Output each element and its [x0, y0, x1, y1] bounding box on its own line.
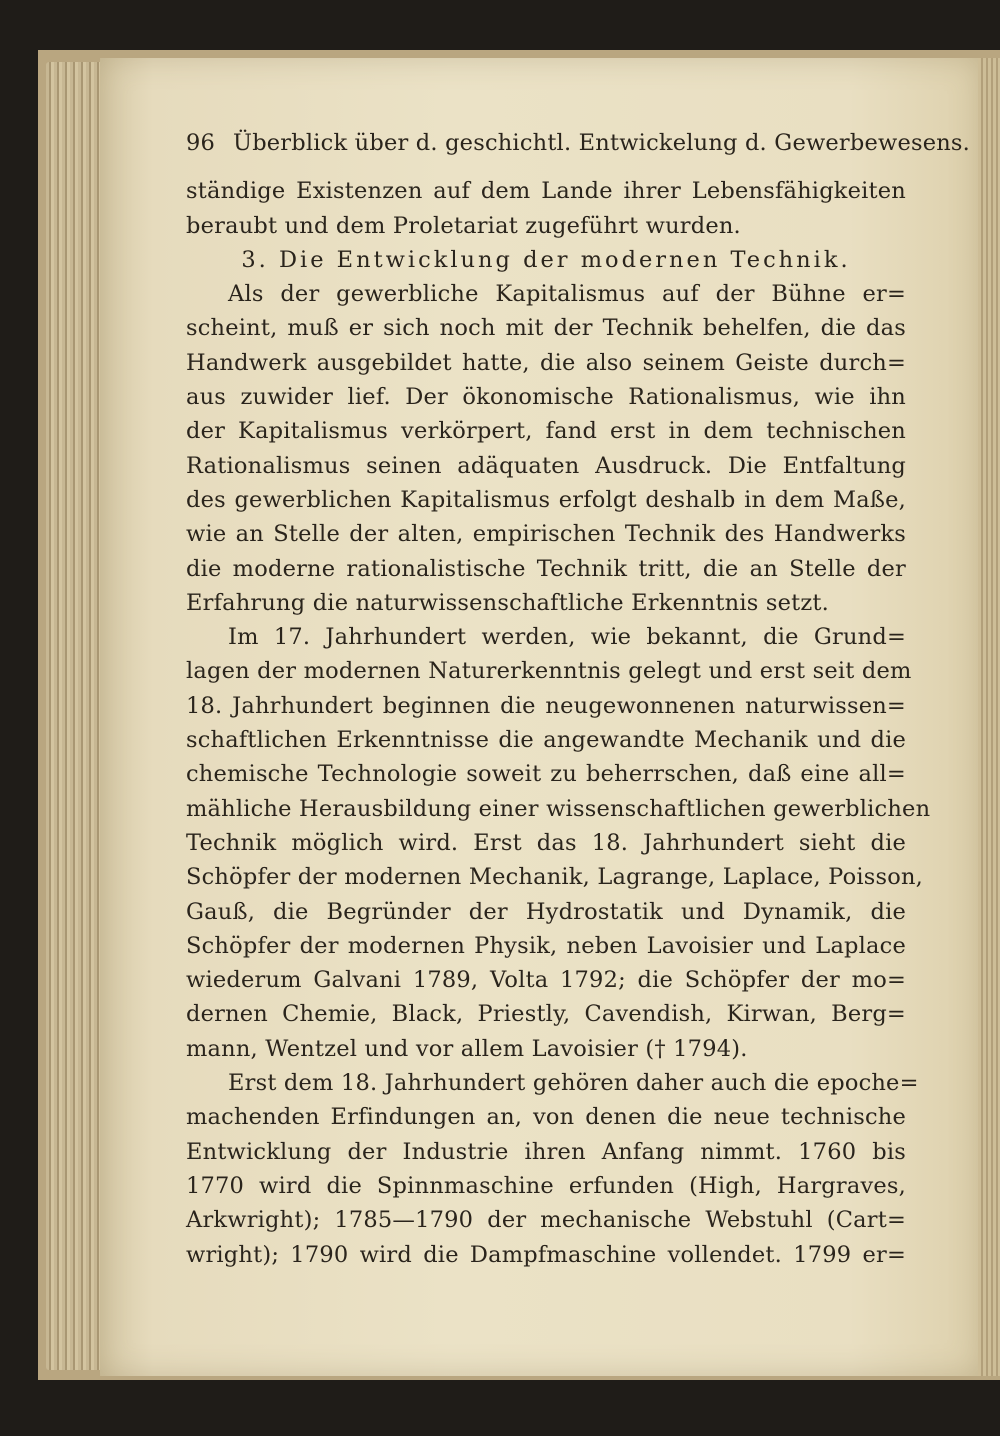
text-line: dernen Chemie, Black, Priestly, Cavendish, Kirwan, Berg= — [186, 1001, 906, 1028]
text-line: lagen der modernen Naturerkenntnis gelegt und erst seit dem — [186, 658, 912, 685]
text-line: Erst dem 18. Jahrhundert gehören daher auch die epoche= — [228, 1070, 919, 1097]
text-line: chemische Technologie soweit zu beherrschen, daß eine all= — [186, 761, 906, 788]
text-line: wiederum Galvani 1789, Volta 1792; die Schöpfer der mo= — [186, 967, 906, 994]
intro-lines — [186, 174, 906, 243]
page-edges-right — [978, 58, 1000, 1376]
paragraph-3 — [186, 1066, 919, 1272]
text-line: Als der gewerbliche Kapitalismus auf der Bühne er= — [228, 281, 906, 308]
text-line: Technik möglich wird. Erst das 18. Jahrhundert sieht die — [186, 829, 906, 856]
text-line: Schöpfer der modernen Mechanik, Lagrange, Laplace, Poisson, — [186, 864, 924, 891]
paragraph-2 — [186, 620, 931, 1066]
page-text — [186, 126, 971, 1272]
text-line: beraubt und dem Proletariat zugeführt wurden. — [186, 212, 741, 239]
text-line: machenden Erfindungen an, von denen die neue technische — [186, 1104, 906, 1131]
text-line: die moderne rationalistische Technik tritt, die an Stelle der — [186, 555, 906, 582]
section-heading: 3. Die Entwicklung der modernen Technik. — [241, 246, 851, 273]
text-line: des gewerblichen Kapitalismus erfolgt deshalb in dem Maße, — [186, 486, 906, 513]
text-line: Rationalismus seinen adäquaten Ausdruck. Die Entfaltung — [186, 452, 906, 479]
text-line: Gauß, die Begründer der Hydrostatik und Dynamik, die — [186, 898, 906, 925]
running-header — [186, 126, 971, 160]
text-line: Arkwright); 1785—1790 der mechanische Webstuhl (Cart= — [186, 1207, 906, 1234]
page-edges-left — [46, 62, 104, 1370]
text-line: 1770 wird die Spinnmaschine erfunden (High, Hargraves, — [186, 1172, 906, 1199]
text-line: Schöpfer der modernen Physik, neben Lavoisier und Laplace — [186, 932, 906, 959]
text-line: wright); 1790 wird die Dampfmaschine vollendet. 1799 er= — [186, 1241, 906, 1268]
text-line: aus zuwider lief. Der ökonomische Rationalismus, wie ihn — [186, 384, 906, 411]
text-line: Handwerk ausgebildet hatte, die also seinem Geiste durch= — [186, 349, 906, 376]
text-line: scheint, muß er sich noch mit der Technik behelfen, die das — [186, 315, 906, 342]
text-line: Erfahrung die naturwissenschaftliche Erkenntnis setzt. — [186, 589, 829, 616]
text-line: schaftlichen Erkenntnisse die angewandte Mechanik und die — [186, 727, 906, 754]
text-line: wie an Stelle der alten, empirischen Technik des Handwerks — [186, 521, 906, 548]
text-line: 18. Jahrhundert beginnen die neugewonnenen naturwissen= — [186, 692, 906, 719]
text-line: Im 17. Jahrhundert werden, wie bekannt, die Grund= — [228, 624, 906, 651]
text-line: ständige Existenzen auf dem Lande ihrer Lebensfähigkeiten — [186, 178, 906, 205]
page-number: 96 — [186, 130, 216, 156]
paragraph-1 — [186, 277, 906, 620]
text-line: mähliche Herausbildung einer wissenschaftlichen gewerblichen — [186, 795, 931, 822]
text-line: der Kapitalismus verkörpert, fand erst in dem technischen — [186, 418, 906, 445]
running-title: Überblick über d. geschichtl. Entwickelung d. Gewerbewesens. — [233, 130, 971, 156]
text-line: Entwicklung der Industrie ihren Anfang nimmt. 1760 bis — [186, 1138, 906, 1165]
text-line: mann, Wentzel und vor allem Lavoisier († 1794). — [186, 1035, 748, 1062]
